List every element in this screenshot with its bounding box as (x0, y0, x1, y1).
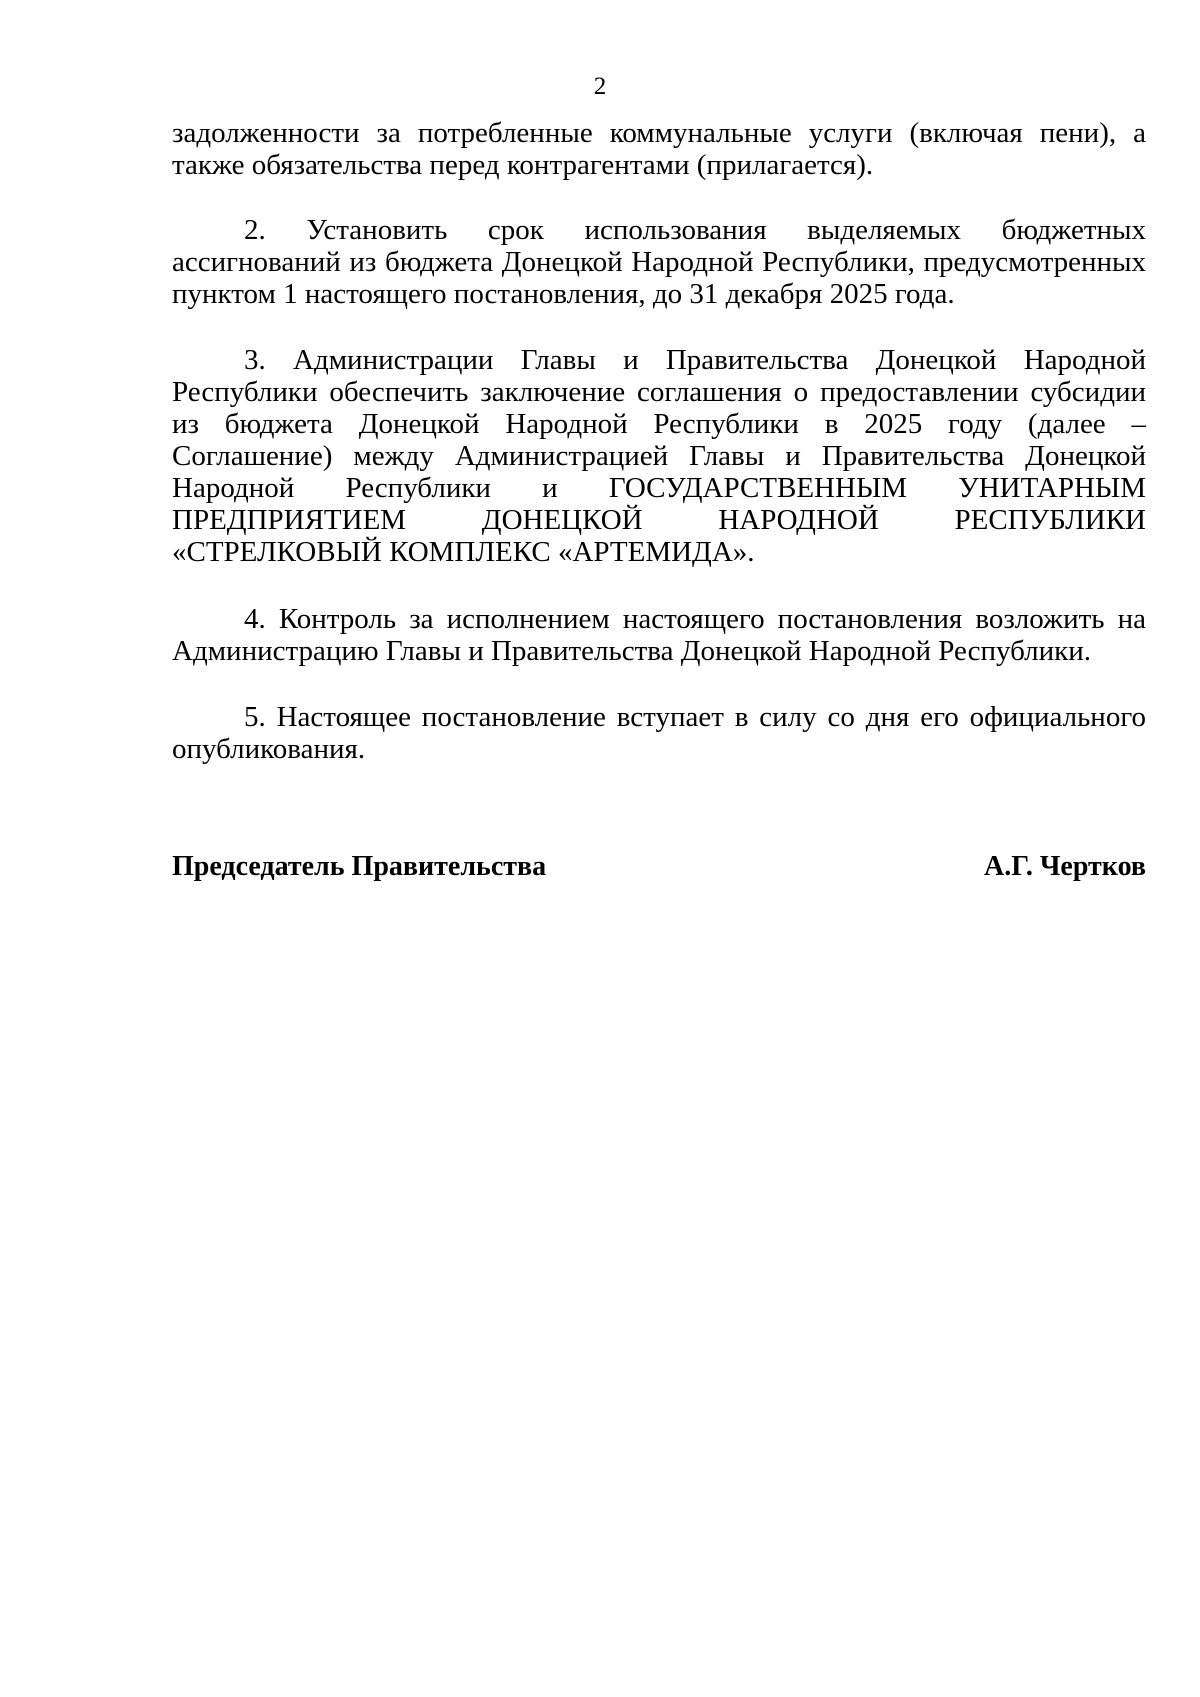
paragraph-item-4: 4. Контроль за исполнением настоящего постановления возложить на Администрацию Главы и Правительства Донецкой Народной Республики. (172, 603, 1146, 667)
paragraph-item-2: 2. Установить срок использования выделяемых бюджетных ассигнований из бюджета Донецкой Народной Республики, предусмотренных пунктом 1 настоящего постановления, до 31 декабря 2025 года. (172, 214, 1146, 310)
paragraph-continuation: задолженности за потребленные коммунальные услуги (включая пени), а также обязательства перед контрагентами (прилагается). (172, 117, 1146, 181)
signature-name: А.Г. Чертков (984, 851, 1146, 882)
page-number: 2 (593, 73, 607, 100)
paragraph-item-3: 3. Администрации Главы и Правительства Донецкой Народной Республики обеспечить заключение соглашения о предоставлении субсидии из бюджета Донецкой Народной Республики в 2025 году (далее – Соглашение) между Администрацией Главы и Правительства Донецкой Народной Республики и ГОСУДАРСТВЕННЫМ УНИТАРНЫМ ПРЕДПРИЯТИЕМ ДОНЕЦКОЙ НАРОДНОЙ РЕСПУБЛИКИ «СТРЕЛКОВЫЙ КОМПЛЕКС «АРТЕМИДА». (172, 344, 1146, 568)
signature-title: Председатель Правительства (172, 851, 547, 882)
paragraph-item-5: 5. Настоящее постановление вступает в силу со дня его официального опубликования. (172, 701, 1146, 765)
